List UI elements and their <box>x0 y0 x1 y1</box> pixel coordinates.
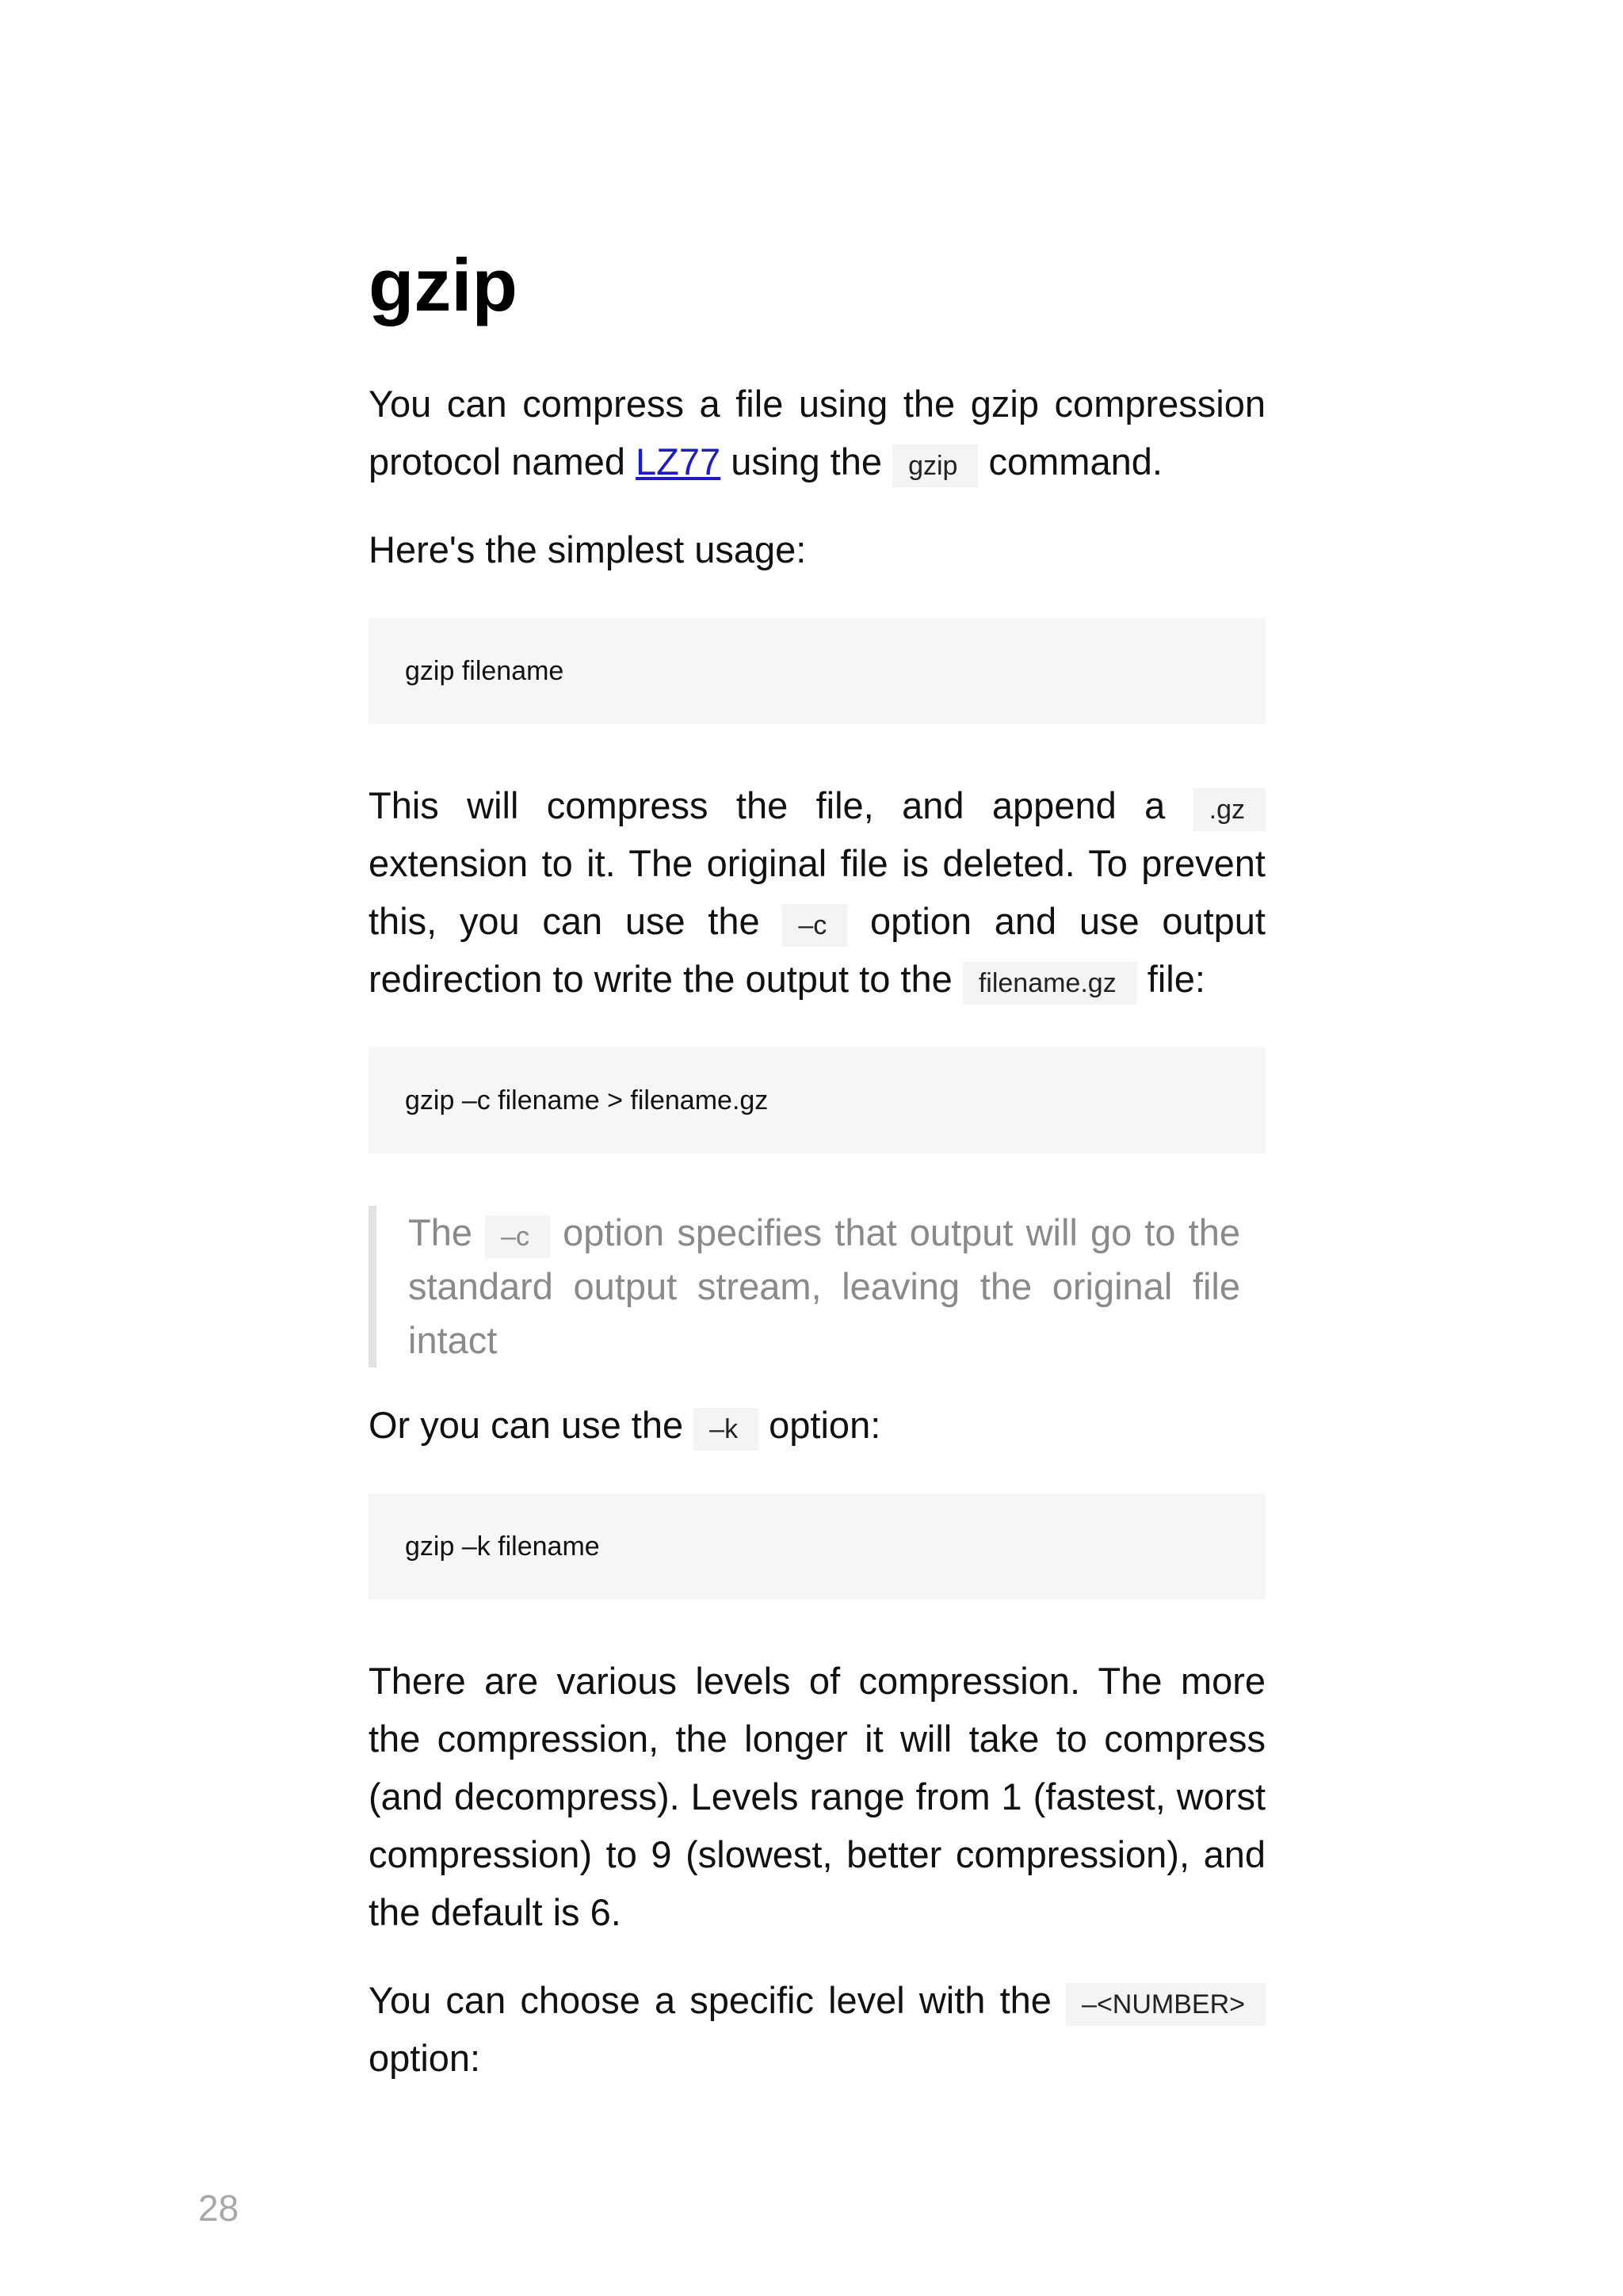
inline-code-gzip: gzip <box>892 444 978 487</box>
intro-text-3: command. <box>978 441 1163 483</box>
inline-code-c: –c <box>782 904 847 947</box>
quote-text-1: The <box>408 1211 486 1254</box>
inline-code-k: –k <box>693 1408 758 1451</box>
page-number: 28 <box>198 2187 239 2229</box>
choose-text-1: You can choose a specific level with the <box>369 1979 1067 2022</box>
code-block-basic: gzip filename <box>369 618 1266 724</box>
inline-code-number: –<NUMBER> <box>1066 1983 1266 2026</box>
choose-text-2: option: <box>369 2037 481 2080</box>
intro-text-1: You can compress a file using the gzip compression protocol named <box>369 383 1266 483</box>
quote-text-2: option specifies that output will go to the standard output stream, leaving the original file intact <box>408 1211 1241 1362</box>
blockquote <box>369 1206 1266 1367</box>
append-text-1: This will compress the file, and append a <box>369 784 1193 827</box>
code-block-c-option: gzip –c filename > filename.gz <box>369 1047 1266 1154</box>
simplest-usage-paragraph: Here's the simplest usage: <box>369 528 807 571</box>
page-content <box>369 244 1266 2087</box>
code-block-k-option: gzip –k filename <box>369 1493 1266 1600</box>
intro-paragraph <box>369 375 1266 490</box>
lz77-link[interactable]: LZ77 <box>636 441 721 483</box>
append-text-2: extension to it. The original file is deleted. To prevent this, you can use the <box>369 842 1266 943</box>
inline-code-c-quote: –c <box>485 1215 550 1258</box>
k-text-2: option: <box>758 1404 881 1447</box>
k-text-1: Or you can use the <box>369 1404 694 1447</box>
k-option-paragraph <box>369 1396 1266 1454</box>
intro-text-2: using the <box>720 441 893 483</box>
inline-code-filename-gz: filename.gz <box>963 962 1137 1005</box>
append-text-4: file: <box>1136 958 1205 1001</box>
choose-level-paragraph <box>369 1971 1266 2087</box>
inline-code-gz: .gz <box>1193 788 1266 831</box>
append-paragraph <box>369 776 1266 1008</box>
levels-paragraph: There are various levels of compression. The more the compression, the longer it will take to compress (and decompress). Levels range from 1 (fastest, worst compression) to 9 (slowest, better compression), and the default is 6. <box>369 1660 1266 1934</box>
blockquote-paragraph <box>408 1206 1240 1367</box>
page-title: gzip <box>369 243 517 326</box>
append-text-3: option and use output redirection to write the output to the <box>369 900 1266 1001</box>
